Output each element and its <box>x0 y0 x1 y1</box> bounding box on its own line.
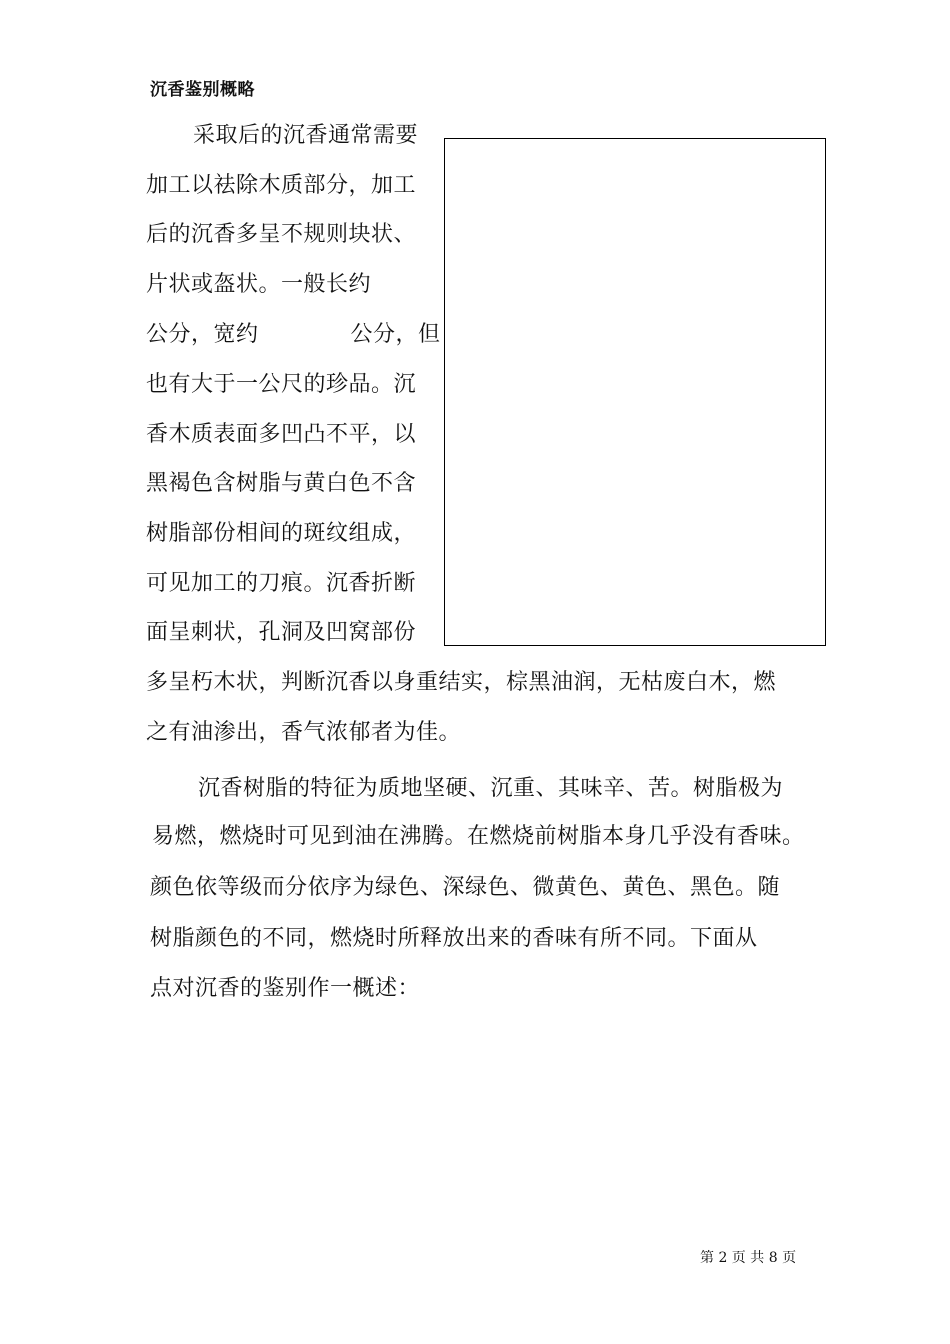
paragraph-line <box>146 320 441 350</box>
paragraph-line: 树脂颜色的不同，燃烧时所释放出来的香味有所不同。下面从 <box>150 926 758 951</box>
document-title: 沉香鉴别概略 <box>150 80 255 100</box>
paragraph-line: 之有油渗出，香气浓郁者为佳。 <box>146 720 462 745</box>
paragraph-line: 易燃，燃烧时可见到油在沸腾。在燃烧前树脂本身几乎没有香味。 <box>152 824 805 849</box>
line-segment: 公分，但 <box>350 322 441 347</box>
paragraph-line: 加工以祛除木质部分，加工 <box>146 173 417 198</box>
paragraph-line: 采取后的沉香通常需要 <box>193 123 419 148</box>
paragraph-line: 树脂部份相间的斑纹组成， <box>146 521 417 546</box>
paragraph-line: 可见加工的刀痕。沉香折断 <box>146 571 417 596</box>
paragraph-line: 后的沉香多呈不规则块状、 <box>146 222 417 247</box>
line-segment: 公分，宽约 <box>146 322 259 347</box>
paragraph-line: 沉香树脂的特征为质地坚硬、沉重、其味辛、苦。树脂极为 <box>198 776 784 801</box>
page-number-footer: 第 2 页 共 8 页 <box>700 1250 797 1266</box>
paragraph-line: 黑褐色含树脂与黄白色不含 <box>146 471 417 496</box>
paragraph-line: 也有大于一公尺的珍品。沉 <box>146 372 417 397</box>
paragraph-line: 颜色依等级而分依序为绿色、深绿色、微黄色、黄色、黑色。随 <box>150 875 781 900</box>
image-placeholder-frame <box>444 138 826 646</box>
paragraph-line: 点对沉香的鉴别作一概述： <box>150 976 421 1001</box>
paragraph-line: 多呈朽木状，判断沉香以身重结实，棕黑油润，无枯废白木，燃 <box>146 670 777 695</box>
paragraph-line: 面呈刺状，孔洞及凹窝部份 <box>146 620 417 645</box>
paragraph-line: 香木质表面多凹凸不平，以 <box>146 422 417 447</box>
paragraph-line: 片状或盔状。一般长约 <box>146 272 372 297</box>
